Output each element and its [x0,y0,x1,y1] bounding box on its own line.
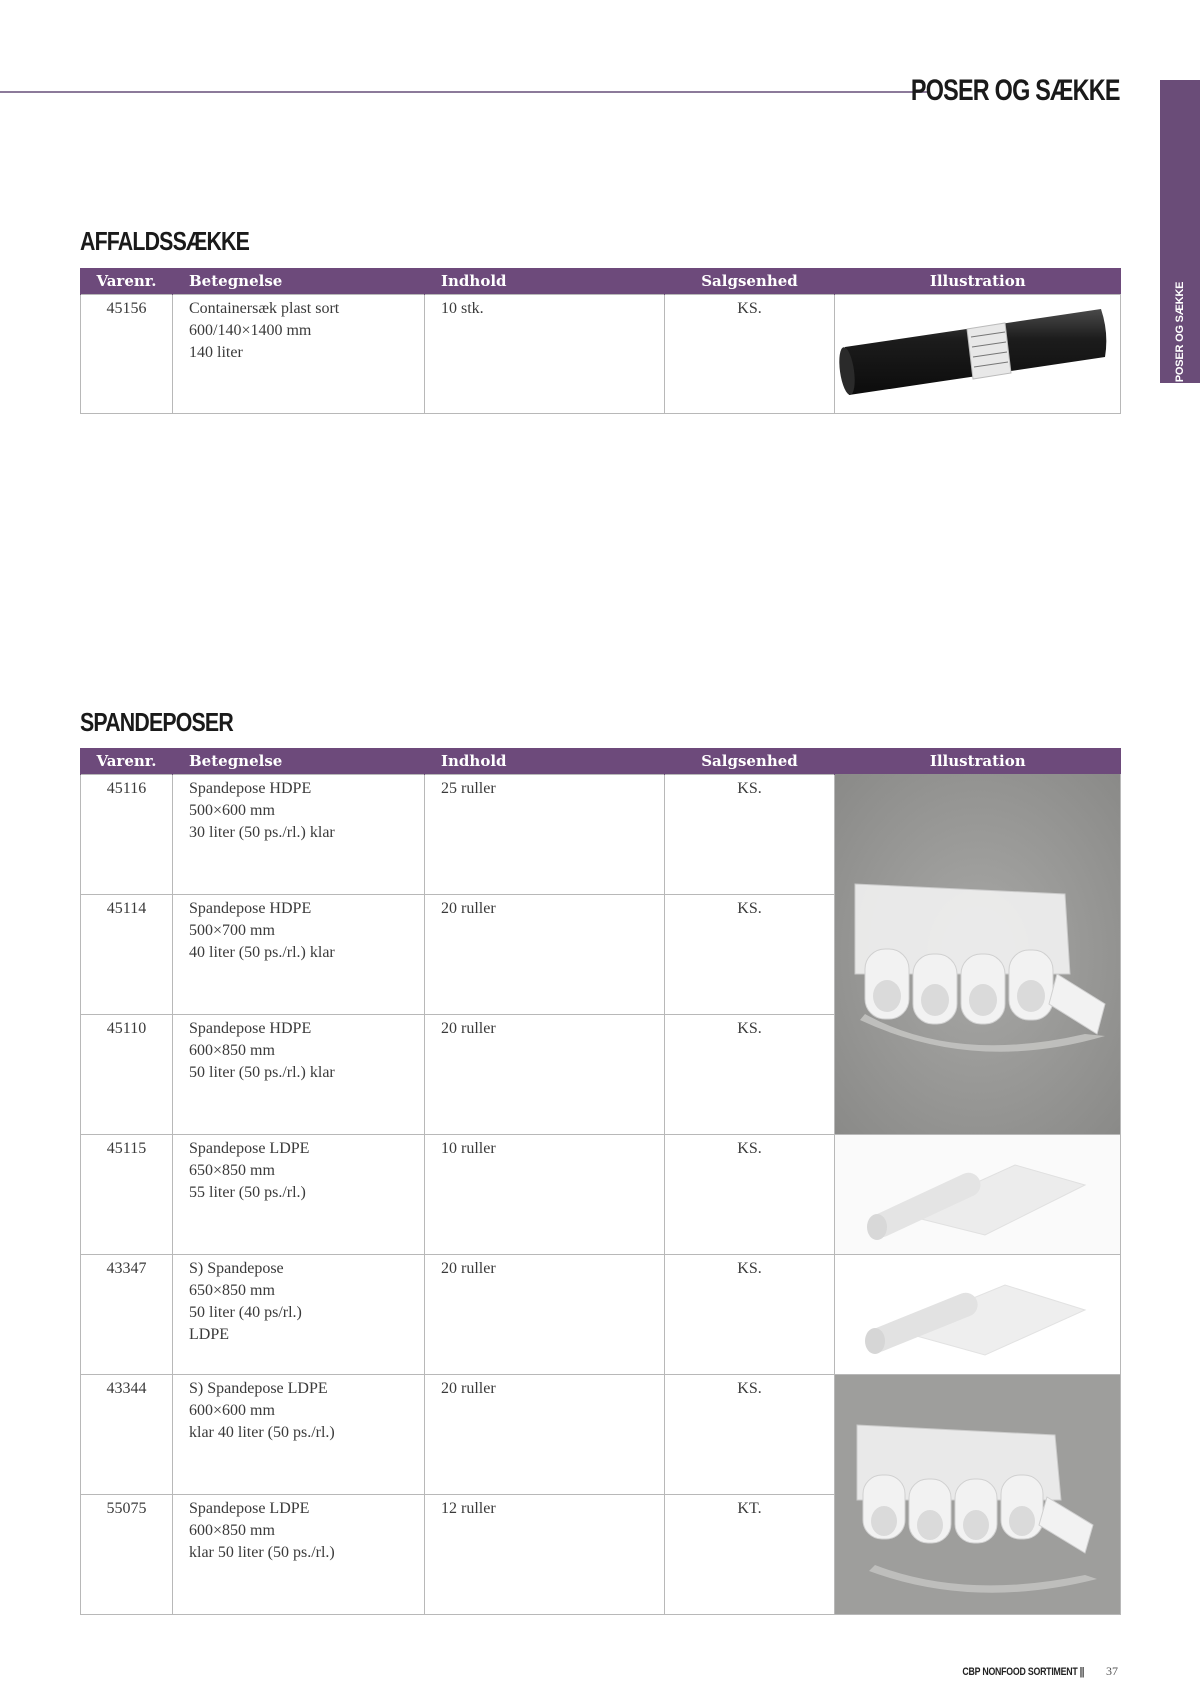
cell-varenr: 55075 [81,1494,173,1614]
cell-salgsenhed: KS. [665,1134,835,1254]
cell-illustration [835,1254,1121,1374]
betegnelse-line: 30 liter (50 ps./rl.) klar [189,823,335,841]
cell-indhold: 10 stk. [425,294,665,413]
cell-salgsenhed: KS. [665,1014,835,1134]
table-row [81,1134,1121,1254]
cell-indhold: 20 ruller [425,1014,665,1134]
cell-varenr: 45156 [81,294,173,413]
column-header-illustration: Illustration [835,748,1121,774]
header-rule [0,91,930,93]
column-header-salgsenhed: Salgsenhed [665,748,835,774]
cell-salgsenhed: KS. [665,1374,835,1494]
white-bag-rolls-image [835,774,1120,1134]
cell-betegnelse [173,1134,425,1254]
cell-betegnelse [173,294,425,413]
betegnelse-line: Spandepose HDPE [189,899,312,917]
column-header-betegnelse: Betegnelse [173,268,425,294]
cell-salgsenhed: KS. [665,774,835,894]
betegnelse-line: 600×850 mm [189,1521,275,1539]
page-number: 37 [1106,1664,1118,1678]
section-heading-affaldssaekke: AFFALDSSÆKKE [80,226,250,256]
column-header-varenr: Varenr. [81,268,173,294]
betegnelse-line: 650×850 mm [189,1281,275,1299]
betegnelse-line: 600/140×1400 mm [189,321,312,339]
table-row [81,1374,1121,1494]
column-header-salgsenhed: Salgsenhed [665,268,835,294]
cell-varenr: 43344 [81,1374,173,1494]
spandeposer-table [80,748,1121,1615]
betegnelse-line: 500×600 mm [189,801,275,819]
betegnelse-line: 600×600 mm [189,1401,275,1419]
cell-salgsenhed: KT. [665,1494,835,1614]
betegnelse-line: 140 liter [189,343,243,361]
betegnelse-line: S) Spandepose [189,1259,284,1277]
column-header-indhold: Indhold [425,268,665,294]
page-title: POSER OG SÆKKE [911,74,1120,107]
cell-salgsenhed: KS. [665,294,835,413]
cell-indhold: 25 ruller [425,774,665,894]
column-header-illustration: Illustration [835,268,1121,294]
betegnelse-line: Spandepose LDPE [189,1499,310,1517]
cell-illustration [835,1134,1121,1254]
betegnelse-line: Spandepose HDPE [189,1019,312,1037]
bag-roll-ldpe-image [835,1255,1120,1374]
betegnelse-line: 500×700 mm [189,921,275,939]
cell-betegnelse [173,1374,425,1494]
betegnelse-line: klar 40 liter (50 ps./rl.) [189,1423,335,1441]
cell-illustration [835,774,1121,1134]
cell-varenr: 45110 [81,1014,173,1134]
betegnelse-line: 55 liter (50 ps./rl.) [189,1183,306,1201]
section-heading-spandeposer: SPANDEPOSER [80,707,233,737]
betegnelse-line: klar 50 liter (50 ps./rl.) [189,1543,335,1561]
cell-indhold: 20 ruller [425,1254,665,1374]
column-header-varenr: Varenr. [81,748,173,774]
betegnelse-line: 50 liter (50 ps./rl.) klar [189,1063,335,1081]
cell-varenr: 45115 [81,1134,173,1254]
cell-indhold: 12 ruller [425,1494,665,1614]
cell-varenr: 43347 [81,1254,173,1374]
side-tab [1160,80,1200,383]
betegnelse-line: Containersæk plast sort [189,299,340,317]
cell-salgsenhed: KS. [665,1254,835,1374]
betegnelse-line: 650×850 mm [189,1161,275,1179]
table-row [81,774,1121,894]
column-header-betegnelse: Betegnelse [173,748,425,774]
table-header-row [81,268,1121,294]
column-header-indhold: Indhold [425,748,665,774]
betegnelse-line: LDPE [189,1325,229,1343]
cell-illustration [835,294,1121,413]
cell-betegnelse [173,1494,425,1614]
cell-betegnelse [173,1254,425,1374]
betegnelse-line: Spandepose LDPE [189,1139,310,1157]
betegnelse-line: S) Spandepose LDPE [189,1379,328,1397]
cell-salgsenhed: KS. [665,894,835,1014]
cell-betegnelse [173,774,425,894]
cell-indhold: 20 ruller [425,894,665,1014]
footer-brand: CBP NONFOOD SORTIMENT || [962,1666,1084,1678]
black-bag-roll-image [835,295,1120,413]
cell-indhold: 10 ruller [425,1134,665,1254]
cell-betegnelse [173,894,425,1014]
cell-betegnelse [173,1014,425,1134]
betegnelse-line: Spandepose HDPE [189,779,312,797]
cell-varenr: 45114 [81,894,173,1014]
cell-indhold: 20 ruller [425,1374,665,1494]
table-row [81,1254,1121,1374]
betegnelse-line: 600×850 mm [189,1041,275,1059]
white-bag-rolls-image [835,1375,1120,1614]
footer [932,1664,1118,1679]
betegnelse-line: 40 liter (50 ps./rl.) klar [189,943,335,961]
bag-roll-ldpe-image [835,1135,1120,1254]
cell-illustration [835,1374,1121,1614]
table-header-row [81,748,1121,774]
table-row [81,294,1121,413]
side-tab-label: POSER OG SÆKKE [1174,281,1186,383]
affaldssaekke-table [80,268,1121,414]
betegnelse-line: 50 liter (40 ps/rl.) [189,1303,302,1321]
cell-varenr: 45116 [81,774,173,894]
